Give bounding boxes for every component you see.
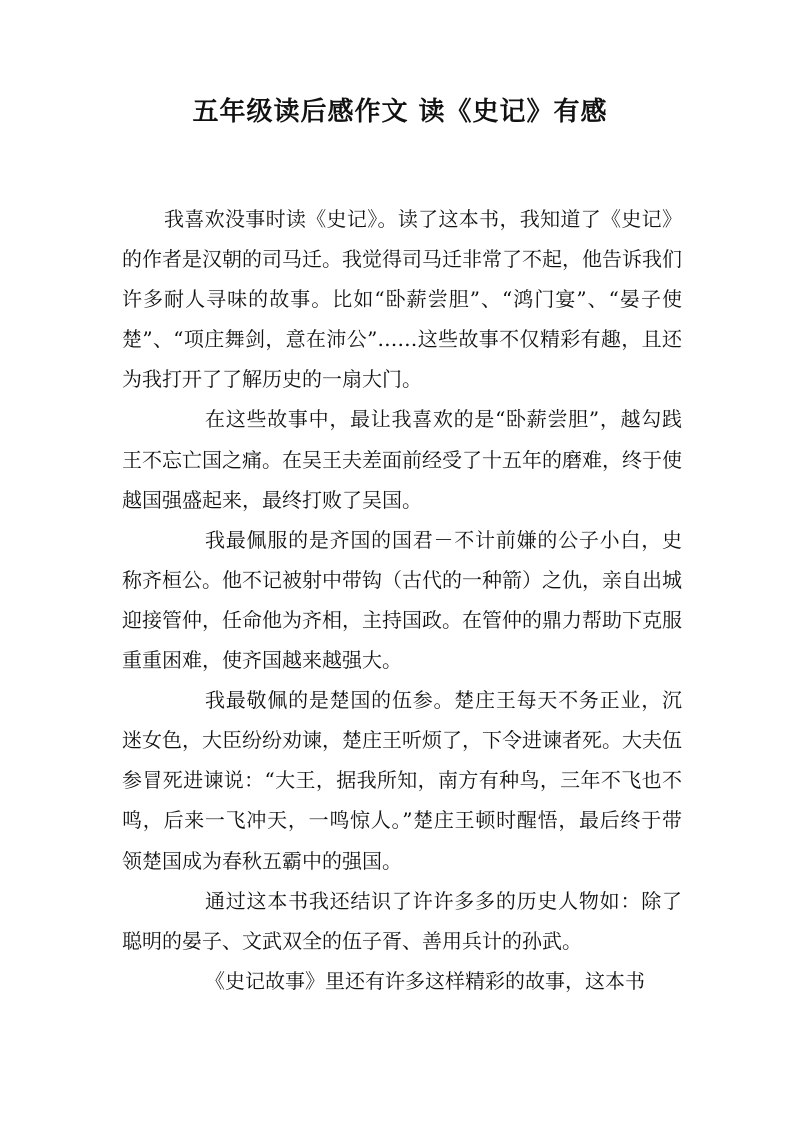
paragraph-closing: 《史记故事》里还有许多这样精彩的故事，这本书 (205, 968, 645, 993)
paragraph-qi-huangong: 我最佩服的是齐国的国君－不计前嫌的公子小白，史称齐桓公。他不记被射中带钩（古代的一种箭）之仇，亲自出城迎接管仲，任命他为齐相，主持国政。在管仲的鼎力帮助下克服重重困难，使齐国越来越强大。 (122, 527, 682, 673)
paragraph-woxin-changdan: 在这些故事中，最让我喜欢的是“卧薪尝胆”，越勾践王不忘亡国之痛。在吴王夫差面前经受了十五年的磨难，终于使越国强盛起来，最终打败了吴国。 (122, 407, 682, 512)
document-body (122, 199, 682, 1001)
document-title: 五年级读后感作文 读《史记》有感 (192, 97, 608, 127)
paragraph-wu-can: 我最敬佩的是楚国的伍参。楚庄王每天不务正业，沉迷女色，大臣纷纷劝谏，楚庄王听烦了，下令进谏者死。大夫伍参冒死进谏说：“大王，据我所知，南方有种鸟，三年不飞也不鸣，后来一飞冲天，一鸣惊人。”楚庄王顿时醒悟，最后终于带领楚国成为春秋五霸中的强国。 (122, 688, 682, 873)
paragraph-historical-figures: 通过这本书我还结识了许许多多的历史人物如：除了聪明的晏子、文武双全的伍子胥、善用兵计的孙武。 (122, 888, 682, 953)
paragraph-intro: 我喜欢没事时读《史记》。读了这本书，我知道了《史记》的作者是汉朝的司马迁。我觉得司马迁非常了不起，他告诉我们许多耐人寻味的故事。比如“卧薪尝胆”、“鸿门宴”、“晏子使楚”、“项庄舞剑，意在沛公”……这些故事不仅精彩有趣，且还为我打开了了解历史的一扇大门。 (122, 207, 682, 392)
